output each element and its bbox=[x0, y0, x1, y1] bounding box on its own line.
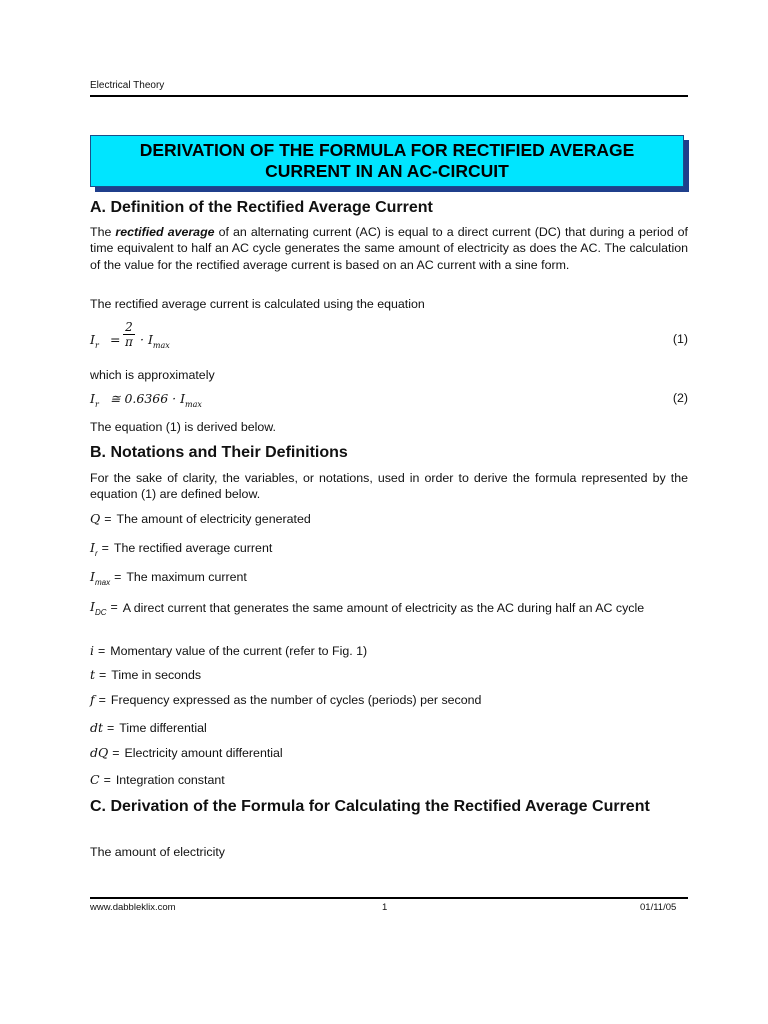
title-line-1: DERIVATION OF THE FORMULA FOR RECTIFIED AVERAGE bbox=[139, 140, 635, 160]
eq1-numerator: 2 bbox=[125, 320, 133, 334]
para1-prefix: The bbox=[90, 225, 116, 239]
notation-subscript: max bbox=[94, 578, 111, 587]
notation-definition: The maximum current bbox=[126, 570, 247, 584]
notation-definition: A direct current that generates the same amount of electricity as the AC during half an AC cycle bbox=[122, 601, 645, 615]
section-b-heading: B. Notations and Their Definitions bbox=[90, 444, 348, 461]
notation-equals: = bbox=[103, 773, 111, 787]
equation-1 bbox=[90, 320, 688, 360]
running-header: Electrical Theory bbox=[90, 80, 165, 91]
eq2-lhs: $I_r$ bbox=[90, 391, 99, 409]
notation-item bbox=[90, 598, 688, 622]
notation-definition: Frequency expressed as the number of cycles (periods) per second bbox=[110, 693, 482, 707]
notation-definition: Integration constant bbox=[115, 773, 225, 787]
notation-definition: The amount of electricity generated bbox=[116, 512, 311, 526]
notation-definition: Time in seconds bbox=[111, 668, 202, 682]
notation-symbol: dt bbox=[90, 720, 104, 735]
eq1-denominator: π bbox=[125, 335, 133, 349]
notation-item bbox=[90, 568, 688, 592]
notation-equals: = bbox=[112, 746, 120, 760]
notation-equals: = bbox=[101, 541, 109, 555]
footer-date: 01/11/05 bbox=[640, 902, 677, 913]
footer-page-number: 1 bbox=[382, 902, 388, 913]
notation-equals: = bbox=[99, 668, 107, 682]
para1-rest: of an alternating current (AC) is equal to a direct current (DC) that during a period of time equivalent to half an AC cycle generates the same amount of electricity as does the AC. The calculation of the value for the rectified average current is based on an AC current with a sine form. bbox=[90, 225, 688, 272]
section-a-paragraph-2: The rectified average current is calculated using the equation bbox=[90, 297, 425, 311]
notation-definition: Time differential bbox=[119, 721, 207, 735]
notation-item bbox=[90, 642, 688, 660]
notation-item bbox=[90, 691, 688, 709]
notation-item bbox=[90, 744, 688, 762]
eq1-fraction bbox=[123, 320, 135, 349]
notation-item bbox=[90, 510, 688, 528]
notation-symbol: I bbox=[90, 599, 95, 614]
approx-text: which is approximately bbox=[90, 368, 215, 382]
notation-item bbox=[90, 666, 688, 684]
notation-symbol: Q bbox=[90, 511, 101, 526]
eq1-lhs: $I_r$ bbox=[90, 332, 99, 350]
eq1-label: (1) bbox=[672, 332, 688, 346]
notation-definition: Electricity amount differential bbox=[124, 746, 283, 760]
notation-item bbox=[90, 719, 688, 737]
section-c-paragraph-1: The amount of electricity bbox=[90, 845, 225, 859]
notation-symbol: f bbox=[90, 692, 95, 707]
equation-2 bbox=[90, 390, 688, 410]
notation-subscript: r bbox=[94, 549, 98, 558]
footer-rule bbox=[90, 897, 688, 899]
notation-equals: = bbox=[98, 644, 106, 658]
title-line-2: CURRENT IN AN AC-CIRCUIT bbox=[265, 161, 509, 181]
header-rule bbox=[90, 95, 688, 97]
notation-item bbox=[90, 539, 688, 563]
document-title-box bbox=[90, 135, 684, 187]
notation-item bbox=[90, 771, 688, 789]
section-a-paragraph-3: The equation (1) is derived below. bbox=[90, 420, 276, 434]
eq1-equals: = bbox=[110, 332, 121, 347]
eq2-label: (2) bbox=[672, 391, 688, 405]
notation-equals: = bbox=[104, 512, 112, 526]
section-b-intro: For the sake of clarity, the variables, or notations, used in order to derive the formula represented by the equation (1) are defined below. bbox=[90, 471, 688, 502]
eq1-rhs: · $I_{max}$ bbox=[140, 332, 170, 350]
section-a-paragraph-1 bbox=[90, 224, 688, 273]
notation-equals: = bbox=[110, 600, 118, 614]
notation-subscript: DC bbox=[94, 608, 107, 617]
section-a-heading: A. Definition of the Rectified Average Current bbox=[90, 199, 433, 216]
notation-symbol: C bbox=[90, 772, 100, 787]
notation-equals: = bbox=[98, 693, 106, 707]
notation-symbol: I bbox=[90, 540, 95, 555]
notation-symbol: t bbox=[90, 667, 96, 682]
notation-equals: = bbox=[107, 721, 115, 735]
eq2-rhs: ≅ $0.6366 \cdot I_{max}$ bbox=[110, 391, 202, 409]
notation-definition: The rectified average current bbox=[113, 541, 273, 555]
rectified-average-term: rectified average bbox=[115, 225, 215, 239]
notation-symbol: dQ bbox=[90, 745, 109, 760]
notation-equals: = bbox=[114, 570, 122, 584]
section-c-heading: C. Derivation of the Formula for Calculating the Rectified Average Current bbox=[90, 798, 650, 815]
notation-definition: Momentary value of the current (refer to Fig. 1) bbox=[110, 644, 368, 658]
footer-website: www.dabbleklix.com bbox=[90, 902, 176, 913]
notation-symbol: i bbox=[90, 643, 94, 658]
notation-symbol: I bbox=[90, 569, 95, 584]
